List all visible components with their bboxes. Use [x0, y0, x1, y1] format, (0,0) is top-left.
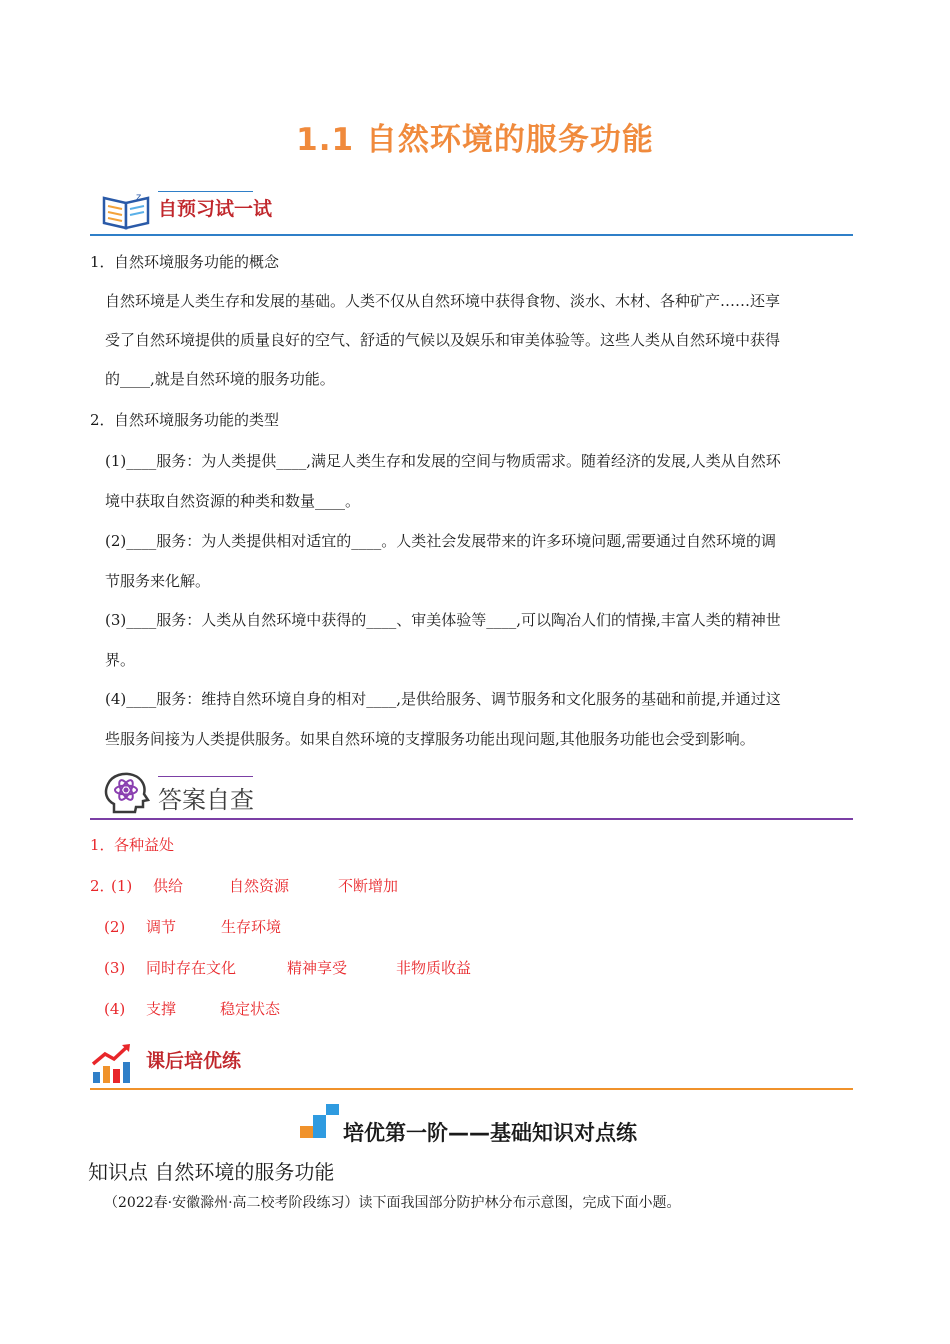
paragraph-line: 境中获取自然资源的种类和数量____。 — [105, 492, 361, 510]
paragraph-line: (1)____服务：为人类提供____,满足人类生存和发展的空间与物质需求。随着经济的发展,人类从自然环 — [105, 452, 781, 470]
answer-item: 非物质收益 — [396, 959, 472, 977]
question-number-1: 1． — [90, 253, 115, 271]
answer-sub-number: (3) — [104, 959, 126, 977]
section-label-answers: 答案自查 — [158, 786, 254, 814]
paragraph-line: (4)____服务：维持自然环境自身的相对____,是供给服务、调节服务和文化服务的基础和前提,并通过这 — [105, 690, 781, 708]
answer-sub-number: (2) — [104, 918, 126, 936]
answer-item: 稳定状态 — [220, 1000, 281, 1018]
open-book-icon — [100, 186, 154, 232]
answer-item: 自然资源 — [229, 877, 290, 895]
answer-item: 生存环境 — [221, 918, 282, 936]
question-number-2: 2． — [90, 411, 115, 429]
question-source-line: （2022春·安徽滁州·高二校考阶段练习）读下面我国部分防护林分布示意图，完成下面小题。 — [104, 1195, 681, 1211]
answer-item: 各种益处 — [114, 836, 175, 854]
section-label-practice: 课后培优练 — [146, 1050, 242, 1072]
brain-atom-icon — [100, 770, 154, 816]
section-divider — [90, 1088, 853, 1090]
question-heading-1: 自然环境服务功能的概念 — [114, 253, 280, 271]
answer-item: 精神享受 — [287, 959, 348, 977]
section-label-preview: 自预习试一试 — [158, 198, 273, 220]
section-header-practice — [90, 1040, 853, 1090]
tier-heading: 培优第一阶——基础知识对点练 — [343, 1121, 637, 1145]
paragraph-line: (3)____服务：人类从自然环境中获得的____、审美体验等____,可以陶冶人们的情操,丰富人类的精神世 — [105, 611, 781, 629]
section-divider — [90, 234, 853, 236]
answer-item: 调节 — [146, 918, 177, 936]
answer-item: 支撑 — [146, 1000, 177, 1018]
stairs-icon — [300, 1104, 340, 1138]
paragraph-line: 的____,就是自然环境的服务功能。 — [105, 370, 335, 388]
answer-item: 不断增加 — [338, 877, 399, 895]
section-header-preview — [90, 186, 853, 236]
growth-chart-icon — [90, 1040, 144, 1086]
answer-item: 供给 — [153, 877, 184, 895]
paragraph-line: 界。 — [105, 651, 136, 669]
section-divider — [90, 818, 853, 820]
question-heading-2: 自然环境服务功能的类型 — [114, 411, 280, 429]
answer-number-2: 2． — [90, 877, 115, 895]
answer-sub-number: (4) — [104, 1000, 126, 1018]
knowledge-point-heading: 知识点 自然环境的服务功能 — [88, 1160, 335, 1184]
answer-sub-number: (1) — [111, 877, 133, 895]
paragraph-line: 受了自然环境提供的质量良好的空气、舒适的气候以及娱乐和审美体验等。这些人类从自然环境中获得 — [105, 331, 781, 349]
answer-item: 同时存在文化 — [146, 959, 237, 977]
svg-text:z: z — [136, 192, 142, 203]
answer-number-1: 1． — [90, 836, 115, 854]
paragraph-line: (2)____服务：为人类提供相对适宜的____。人类社会发展带来的许多环境问题,需要通过自然环境的调 — [105, 532, 777, 550]
paragraph-line: 节服务来化解。 — [105, 572, 211, 590]
paragraph-line: 自然环境是人类生存和发展的基础。人类不仅从自然环境中获得食物、淡水、木材、各种矿产……还享 — [105, 292, 781, 310]
paragraph-line: 些服务间接为人类提供服务。如果自然环境的支撑服务功能出现问题,其他服务功能也会受到影响。 — [105, 730, 755, 748]
page-title: 1.1 自然环境的服务功能 — [296, 122, 654, 158]
section-header-answers — [90, 770, 853, 820]
